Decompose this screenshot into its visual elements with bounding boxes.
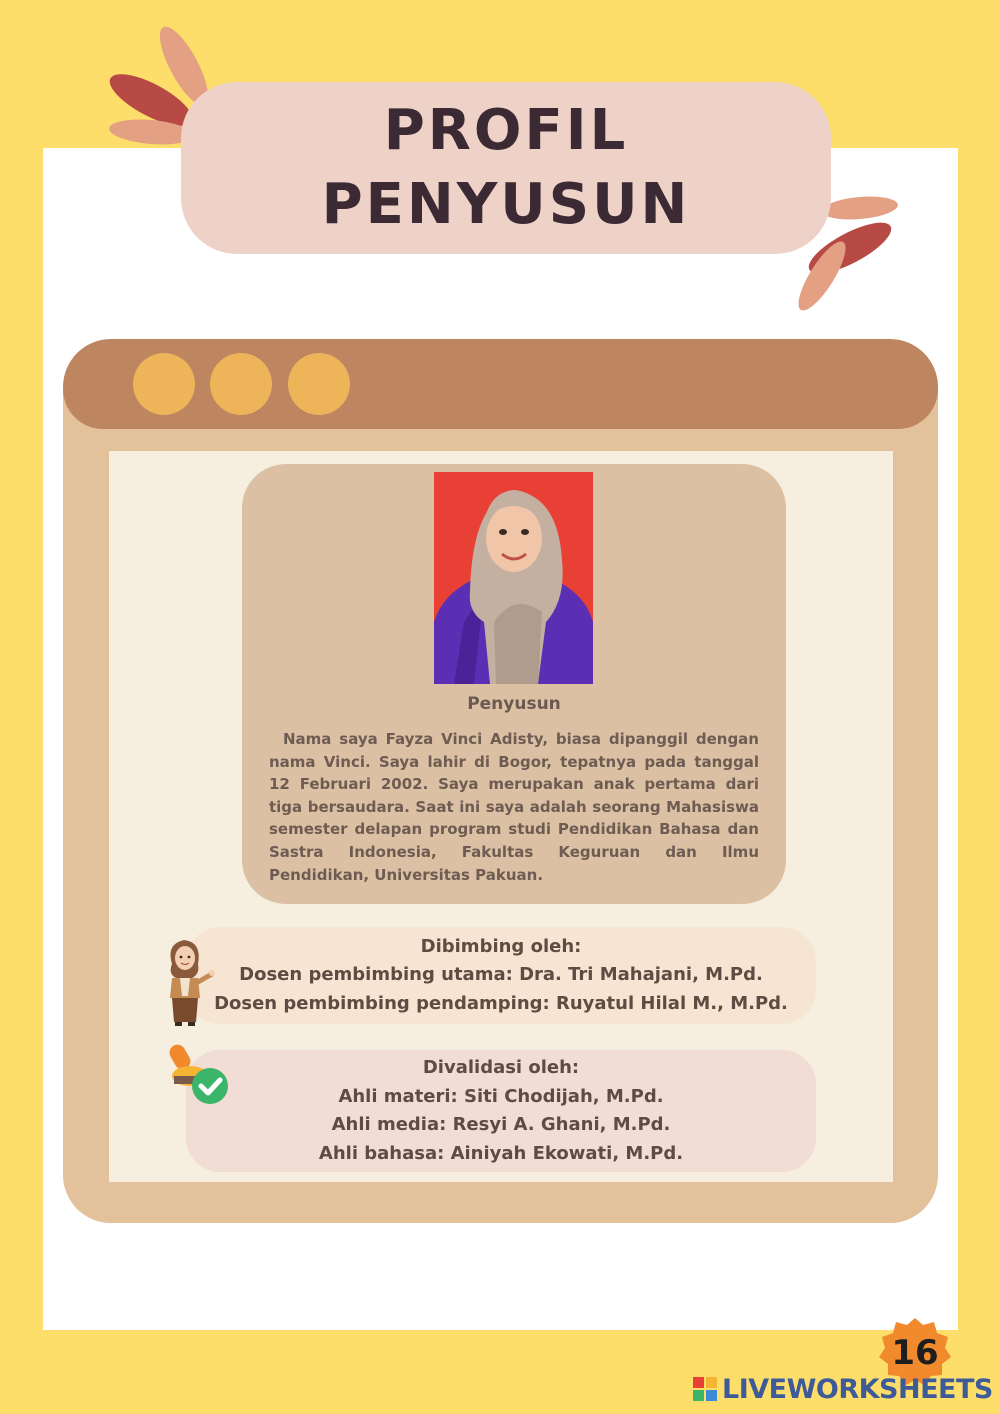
author-profile-card xyxy=(242,464,786,904)
liveworksheets-logo-icon xyxy=(693,1377,717,1401)
author-bio-text: Nama saya Fayza Vinci Adisty, biasa dipanggil dengan nama Vinci. Saya lahir di Bogor, tepatnya pada tanggal 12 Februari 2002. Saya merupakan anak pertama dari tiga bersaudara. Saat ini saya adalah seorang Mahasiswa semester delapan program studi Pendidikan Bahasa dan Sastra Indonesia, Fakultas Keguruan dan Ilmu Pendidikan, Universitas Pakuan. xyxy=(269,730,759,884)
footer-brand-text: LIVEWORKSHEETS xyxy=(722,1373,993,1405)
author-photo xyxy=(434,472,593,684)
teacher-illustration xyxy=(158,934,216,1028)
supervisors-box xyxy=(186,927,816,1024)
page-number: 16 xyxy=(891,1333,939,1373)
validators-box xyxy=(186,1050,816,1172)
approval-stamp-icon xyxy=(162,1040,234,1110)
window-dot-3 xyxy=(288,353,350,415)
title-banner xyxy=(181,82,831,254)
supervisor-line: Dosen pembimbing pendamping: Ruyatul Hilal M., M.Pd. xyxy=(214,992,788,1014)
validators-heading: Divalidasi oleh: xyxy=(422,1057,580,1078)
window-dot-1 xyxy=(133,353,195,415)
validator-line: Ahli materi: Siti Chodijah, M.Pd. xyxy=(338,1085,664,1107)
supervisor-line: Dosen pembimbing utama: Dra. Tri Mahajani, M.Pd. xyxy=(239,964,763,986)
window-title-bar xyxy=(63,339,938,429)
supervisors-heading: Dibimbing oleh: xyxy=(420,935,582,957)
page-title-line-2: PENYUSUN xyxy=(321,172,691,237)
window-dot-2 xyxy=(210,353,272,415)
photo-caption: Penyusun xyxy=(467,694,561,714)
validator-line: Ahli media: Resyi A. Ghani, M.Pd. xyxy=(331,1114,671,1135)
page-title-line-1: PROFIL xyxy=(383,98,629,163)
footer-brand[interactable] xyxy=(693,1371,993,1407)
validator-line: Ahli bahasa: Ainiyah Ekowati, M.Pd. xyxy=(318,1142,684,1164)
